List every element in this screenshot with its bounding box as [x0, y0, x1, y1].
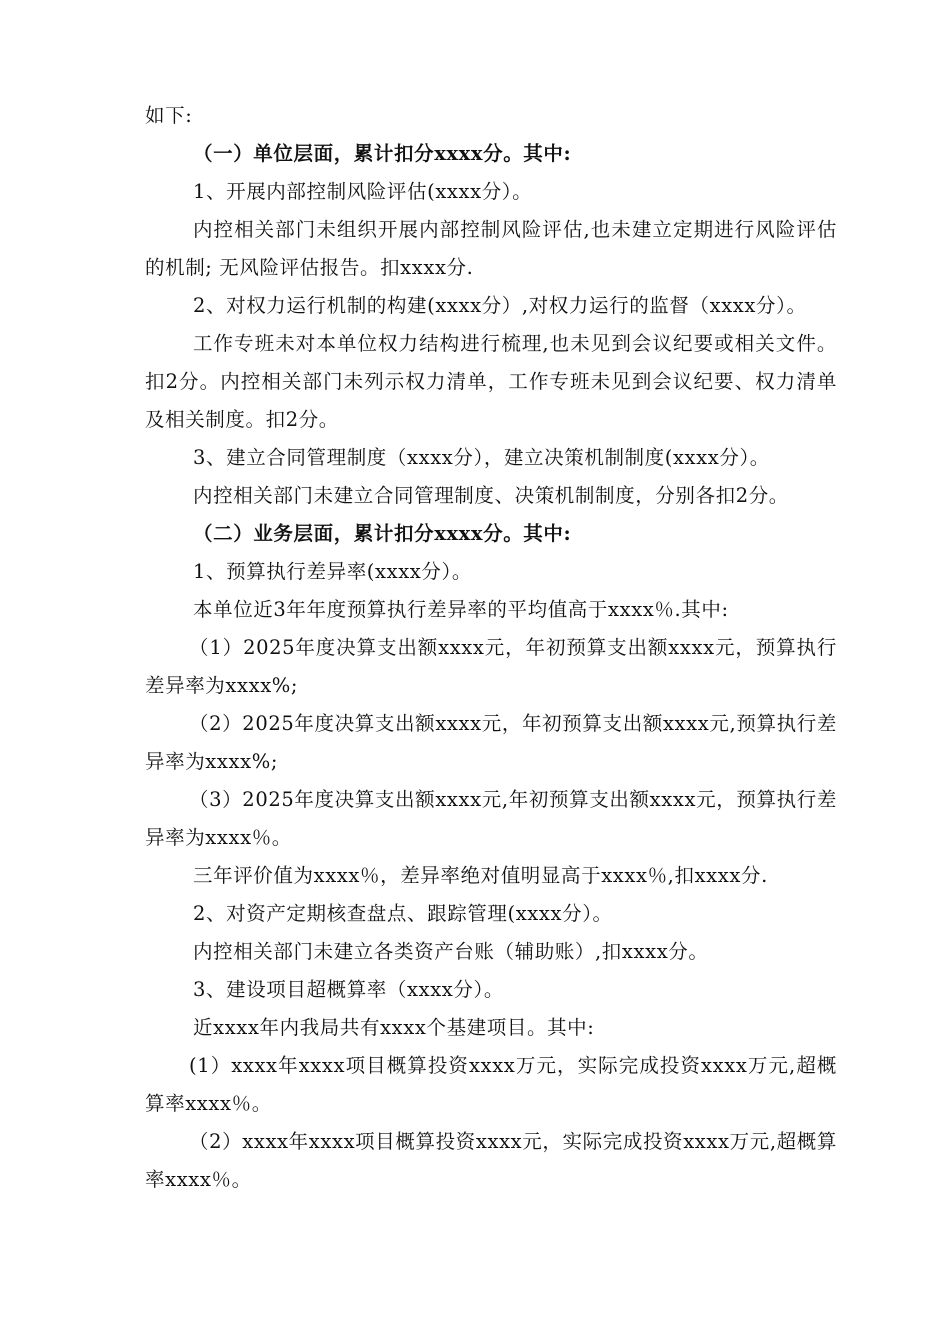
item-heading-project-overrun: 3、建设项目超概算率（xxxx分）。 — [193, 978, 504, 1001]
paragraph-asset-inventory: 内控相关部门未建立各类资产台账（辅助账）,扣xxxx分。 — [193, 940, 709, 963]
item-heading-budget-variance: 1、预算执行差异率(xxxx分）。 — [193, 560, 472, 583]
section-heading-business-level: （二）业务层面，累计扣分xxxx分。其中: — [193, 522, 572, 545]
paragraph-intro: 如下: — [145, 104, 193, 127]
paragraph-budget-variance: 本单位近3年年度预算执行差异率的平均值高于xxxx％.其中: — [193, 598, 729, 621]
section-heading-unit-level: （一）单位层面，累计扣分xxxx分。其中: — [193, 142, 572, 165]
item-heading-asset-inventory: 2、对资产定期核查盘点、跟踪管理(xxxx分）。 — [193, 902, 613, 925]
paragraph-project-overrun: 近xxxx年内我局共有xxxx个基建项目。其中: — [193, 1016, 595, 1039]
paragraph-contract-management: 内控相关部门未建立合同管理制度、决策机制制度，分别各扣2分。 — [193, 484, 789, 507]
paragraph-power-mechanism: 工作专班未对本单位权力结构进行梳理,也未见到会议纪要或相关文件。扣2分。内控相关部门未列示权力清单，工作专班未见到会议纪要、权力清单及相关制度。扣2分。 — [145, 332, 837, 431]
paragraph-risk-assessment: 内控相关部门未组织开展内部控制风险评估,也未建立定期进行风险评估的机制; 无风险评估报告。扣xxxx分. — [145, 218, 837, 279]
list-item-budget-2: （2）2025年度决算支出额xxxx元，年初预算支出额xxxx元,预算执行差异率为xxxx%; — [145, 712, 837, 773]
item-heading-power-mechanism: 2、对权力运行机制的构建(xxxx分）,对权力运行的监督（xxxx分）。 — [193, 294, 807, 317]
list-item-budget-3: （3）2025年度决算支出额xxxx元,年初预算支出额xxxx元，预算执行差异率为xxxx％。 — [145, 788, 837, 849]
list-item-project-2: （2）xxxx年xxxx项目概算投资xxxx元，实际完成投资xxxx万元,超概算率xxxx％。 — [145, 1130, 837, 1191]
document-body — [145, 97, 837, 1199]
list-item-project-1: (1）xxxx年xxxx项目概算投资xxxx万元，实际完成投资xxxx万元,超概算率xxxx％。 — [145, 1054, 837, 1115]
item-heading-risk-assessment: 1、开展内部控制风险评估(xxxx分）。 — [193, 180, 533, 203]
item-heading-contract-management: 3、建立合同管理制度（xxxx分），建立决策机制制度(xxxx分）。 — [193, 446, 770, 469]
paragraph-three-year-evaluation: 三年评价值为xxxx％，差异率绝对值明显高于xxxx％,扣xxxx分. — [193, 864, 768, 887]
list-item-budget-1: （1）2025年度决算支出额xxxx元，年初预算支出额xxxx元，预算执行差异率为xxxx%; — [145, 636, 837, 697]
